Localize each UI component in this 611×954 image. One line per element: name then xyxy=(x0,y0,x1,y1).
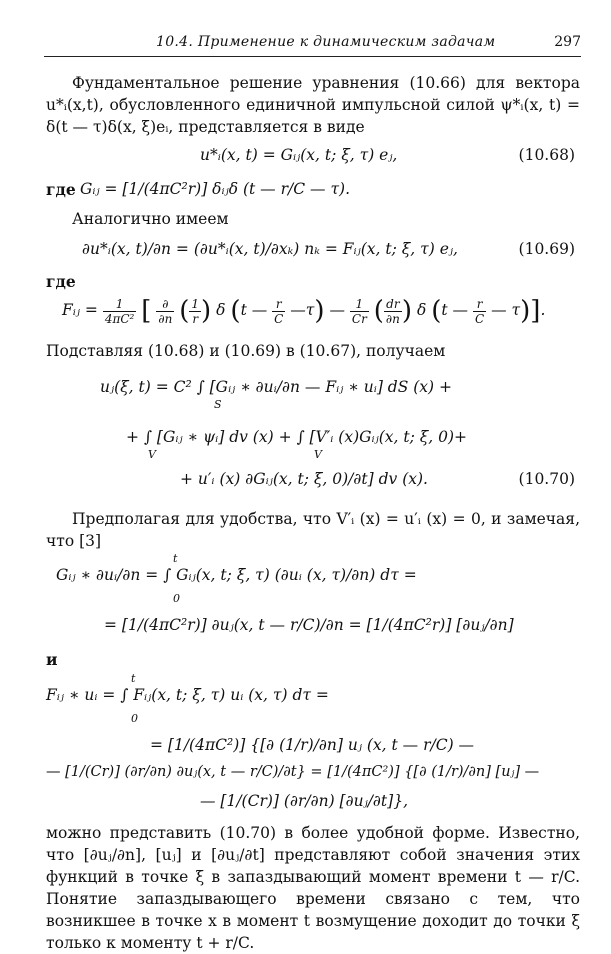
g-definition: Gᵢⱼ = [1/(4πC²r)] δᵢⱼδ (t — r/C — τ). xyxy=(80,180,350,198)
partial-dn: $\frac{\partial}{\partial n}$ xyxy=(158,296,173,326)
equation-10-70-line-1: uⱼ(ξ, t) = C² ∫ [Gᵢⱼ ∗ ∂uᵢ/∂n — Fᵢⱼ ∗ uᵢ] dS (x) + xyxy=(100,378,453,396)
where-label-1: где xyxy=(46,180,76,199)
and-label: и xyxy=(46,650,58,669)
paragraph-assuming: Предполагая для удобства, что V′ᵢ (x) = u′ᵢ (x) = 0, и замечая, что [3] xyxy=(46,510,580,550)
paragraph-similarly: Аналогично имеем xyxy=(72,210,229,228)
f-convolution-line-2: = [1/(4πC²)] {[∂ (1/r)/∂n] uⱼ (x, t — r/C) — xyxy=(150,736,475,754)
f-lhs: Fᵢⱼ = xyxy=(62,301,98,319)
g-convolution-line-1: Gᵢⱼ ∗ ∂uᵢ/∂n = ∫ Gᵢⱼ(x, t; ξ, τ) (∂uᵢ (x, τ)/∂n) dτ = xyxy=(56,566,417,584)
equation-10-70-line-2: + ∫ [Gᵢⱼ ∗ ψᵢ] dv (x) + ∫ [V′ᵢ (x)Gᵢⱼ(x, t; ξ, 0)+ xyxy=(126,428,468,446)
upper-limit-2: t xyxy=(131,672,136,685)
coef-1: $\frac{1}{\text{4πC²}}$ xyxy=(104,296,135,326)
paragraph-substituting: Подставляя (10.68) и (10.69) в (10.67), получаем xyxy=(46,342,446,360)
lower-limit-2: 0 xyxy=(131,712,138,725)
upper-limit-1: t xyxy=(173,552,178,565)
header-rule xyxy=(44,56,581,57)
equation-number-10-69: (10.69) xyxy=(518,240,575,258)
coef-2: $\frac{1}{Cr}$ xyxy=(351,296,367,326)
paragraph-conclusion: можно представить (10.70) в более удобной форме. Известно, что [∂uⱼ/∂n], [uⱼ] и [∂uⱼ/∂t] представляют собой значения этих функций в точке ξ в запаздывающий момент времени t — r/C. Понятие запаздывающего времени связано с тем, что возникшее в точке x в момент t возмущение доходит до точки ξ только к моменту t + r/C. xyxy=(46,824,580,952)
section-title: 10.4. Применение к динамическим задачам xyxy=(156,34,496,50)
equation-10-70-line-3: + u′ᵢ (x) ∂Gᵢⱼ(x, t; ξ, 0)/∂t] dv (x). xyxy=(180,470,428,488)
volume-subscript-1: V xyxy=(148,448,156,461)
r-over-c: $\frac{r}{C}$ xyxy=(274,296,284,326)
equation-number-10-68: (10.68) xyxy=(518,146,575,164)
f-convolution-line-1: Fᵢⱼ ∗ uᵢ = ∫ Fᵢⱼ(x, t; ξ, τ) uᵢ (x, τ) dτ = xyxy=(46,686,329,704)
equation-10-69: ∂u*ᵢ(x, t)/∂n = (∂u*ᵢ(x, t)/∂xₖ) nₖ = Fᵢⱼ(x, t; ξ, τ) eⱼ, xyxy=(82,240,458,258)
f-convolution-line-3: — [1/(Cr)] (∂r/∂n) ∂uⱼ(x, t — r/C)/∂t} = [1/(4πC²)] {[∂ (1/r)/∂n] [uⱼ] — xyxy=(46,764,540,780)
page-number: 297 xyxy=(554,34,581,50)
surface-subscript: S xyxy=(214,398,222,411)
one-over-r: $\frac{1}{r}$ xyxy=(191,296,200,326)
lower-limit-1: 0 xyxy=(173,592,180,605)
g-convolution-line-2: = [1/(4πC²r)] ∂uⱼ(x, t — r/C)/∂n = [1/(4πC²r)] [∂uⱼ/∂n] xyxy=(104,616,514,634)
where-label-2: где xyxy=(46,272,76,291)
running-header xyxy=(44,28,581,54)
equation-10-68: u*ᵢ(x, t) = Gᵢⱼ(x, t; ξ, τ) eⱼ, xyxy=(200,146,398,164)
paragraph-fundamental-solution: Фундаментальное решение уравнения (10.66) для вектора u*ᵢ(x,t), обусловленного единичной импульсной силой ψ*ᵢ(x, t) = δ(t — τ)δ(x, ξ)eᵢ, представляется в виде xyxy=(46,74,580,136)
f-convolution-line-4: — [1/(Cr)] (∂r/∂n) [∂uⱼ/∂t]}, xyxy=(200,792,409,810)
r-over-c-2: $\frac{r}{C}$ xyxy=(474,296,485,326)
equation-number-10-70: (10.70) xyxy=(518,470,575,488)
volume-subscript-2: V xyxy=(314,448,322,461)
dr-dn: $\frac{dr}{\partial n}$ xyxy=(385,296,400,326)
f-definition: Fᵢⱼ = $\frac{1}{\text{4πC²}}$ [ $\frac{\partial}{\partial n}$ ( $\frac{1}{r}$ ) δ (t — $\frac{r}{C}$ —τ) — $\frac{1}{Cr}$ ( $\frac{dr}{\partial n}$ ) δ (t — $\frac{r}{C}$ — τ)]. xyxy=(62,296,546,326)
